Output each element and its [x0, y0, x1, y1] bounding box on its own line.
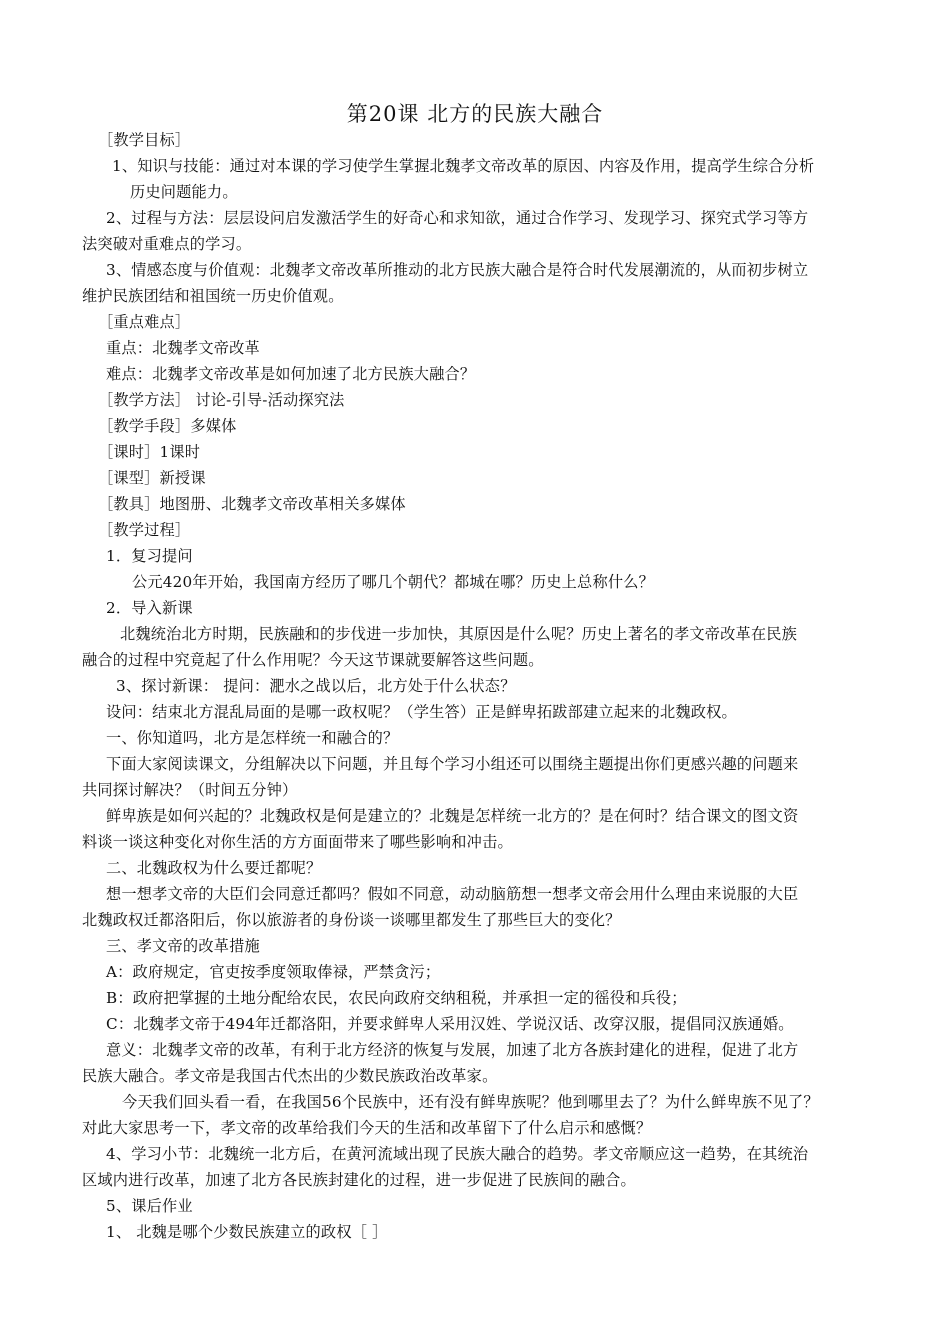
text-line: 料谈一谈这种变化对你生活的方方面面带来了哪些影响和冲击。 — [82, 833, 513, 851]
text-line: ［课型］新授课 — [98, 469, 206, 487]
page-title: 第20课 北方的民族大融合 — [346, 102, 604, 126]
text-line: 2、过程与方法：层层设问启发激活学生的好奇心和求知欲，通过合作学习、发现学习、探究式学习等方 — [106, 209, 809, 227]
section-heading-process: ［教学过程］ — [98, 521, 191, 539]
text-line: 1、知识与技能：通过对本课的学习使学生掌握北魏孝文帝改革的原因、内容及作用，提高学生综合分析 — [112, 157, 815, 175]
text-line: 二、北魏政权为什么要迁都呢？ — [106, 859, 322, 877]
section-heading-objectives: ［教学目标］ — [98, 131, 191, 149]
text-line: 融合的过程中究竟起了什么作用呢？今天这节课就要解答这些问题。 — [82, 651, 544, 669]
text-line: 一、你知道吗，北方是怎样统一和融合的？ — [106, 729, 399, 747]
text-line: C：北魏孝文帝于494年迁都洛阳，并要求鲜卑人采用汉姓、学说汉话、改穿汉服，提倡同汉族通婚。 — [106, 1015, 794, 1033]
text-line: 5、课后作业 — [106, 1197, 193, 1215]
text-line: 设问：结束北方混乱局面的是哪一政权呢？（学生答）正是鲜卑拓跋部建立起来的北魏政权。 — [106, 703, 737, 721]
text-line: 1．复习提问 — [106, 547, 193, 565]
text-line: 今天我们回头看一看，在我国56个民族中，还有没有鲜卑族呢？他到哪里去了？为什么鲜卑族不见了？ — [122, 1093, 819, 1111]
text-line: 北魏政权迁都洛阳后，你以旅游者的身份谈一谈哪里都发生了那些巨大的变化？ — [82, 911, 621, 929]
text-line: 民族大融合。孝文帝是我国古代杰出的少数民族政治改革家。 — [82, 1067, 498, 1085]
text-line: 2．导入新课 — [106, 599, 193, 617]
text-line: 鲜卑族是如何兴起的？北魏政权是何是建立的？北魏是怎样统一北方的？是在何时？结合课文的图文资 — [106, 807, 799, 825]
text-line: 北魏统治北方时期，民族融和的步伐进一步加快，其原因是什么呢？历史上著名的孝文帝改革在民族 — [120, 625, 798, 643]
text-line: 重点：北魏孝文帝改革 — [106, 339, 260, 357]
text-line: ［教具］地图册、北魏孝文帝改革相关多媒体 — [98, 495, 406, 513]
text-line: A：政府规定，官吏按季度领取俸禄，严禁贪污； — [106, 963, 441, 981]
text-line: 想一想孝文帝的大臣们会同意迁都吗？假如不同意，动动脑筋想一想孝文帝会用什么理由来说服的大臣 — [106, 885, 799, 903]
text-line: 区域内进行改革，加速了北方各民族封建化的过程，进一步促进了民族间的融合。 — [82, 1171, 636, 1189]
section-heading-key-points: ［重点难点］ — [98, 313, 191, 331]
text-line: 法突破对重难点的学习。 — [82, 235, 252, 253]
text-line: 3、探讨新课： 提问：淝水之战以后，北方处于什么状态？ — [116, 677, 516, 695]
text-line: ［教学方法］ 讨论-引导-活动探究法 — [98, 391, 345, 409]
text-line: 难点：北魏孝文帝改革是如何加速了北方民族大融合？ — [106, 365, 476, 383]
text-line: ［教学手段］多媒体 — [98, 417, 237, 435]
text-line: 对此大家思考一下，孝文帝的改革给我们今天的生活和改革留下了什么启示和感慨？ — [82, 1119, 652, 1137]
text-line: 下面大家阅读课文，分组解决以下问题，并且每个学习小组还可以围绕主题提出你们更感兴趣的问题来 — [106, 755, 799, 773]
text-line: 三、孝文帝的改革措施 — [106, 937, 260, 955]
text-line: 3、情感态度与价值观：北魏孝文帝改革所推动的北方民族大融合是符合时代发展潮流的，从而初步树立 — [106, 261, 809, 279]
text-line: B：政府把掌握的土地分配给农民，农民向政府交纳租税，并承担一定的徭役和兵役； — [106, 989, 687, 1007]
text-line: 历史问题能力。 — [130, 183, 238, 201]
text-line: 维护民族团结和祖国统一历史价值观。 — [82, 287, 344, 305]
homework-question: 1、 北魏是哪个少数民族建立的政权［ ］ — [106, 1223, 388, 1241]
text-line: 意义：北魏孝文帝的改革，有利于北方经济的恢复与发展，加速了北方各族封建化的进程，促进了北方 — [106, 1041, 799, 1059]
text-line: 公元420年开始，我国南方经历了哪几个朝代？都城在哪？历史上总称什么？ — [132, 573, 654, 591]
text-line: 4、学习小节：北魏统一北方后，在黄河流域出现了民族大融合的趋势。孝文帝顺应这一趋势，在其统治 — [106, 1145, 809, 1163]
text-line: 共同探讨解决？（时间五分钟） — [82, 781, 298, 799]
text-line: ［课时］1课时 — [98, 443, 201, 461]
